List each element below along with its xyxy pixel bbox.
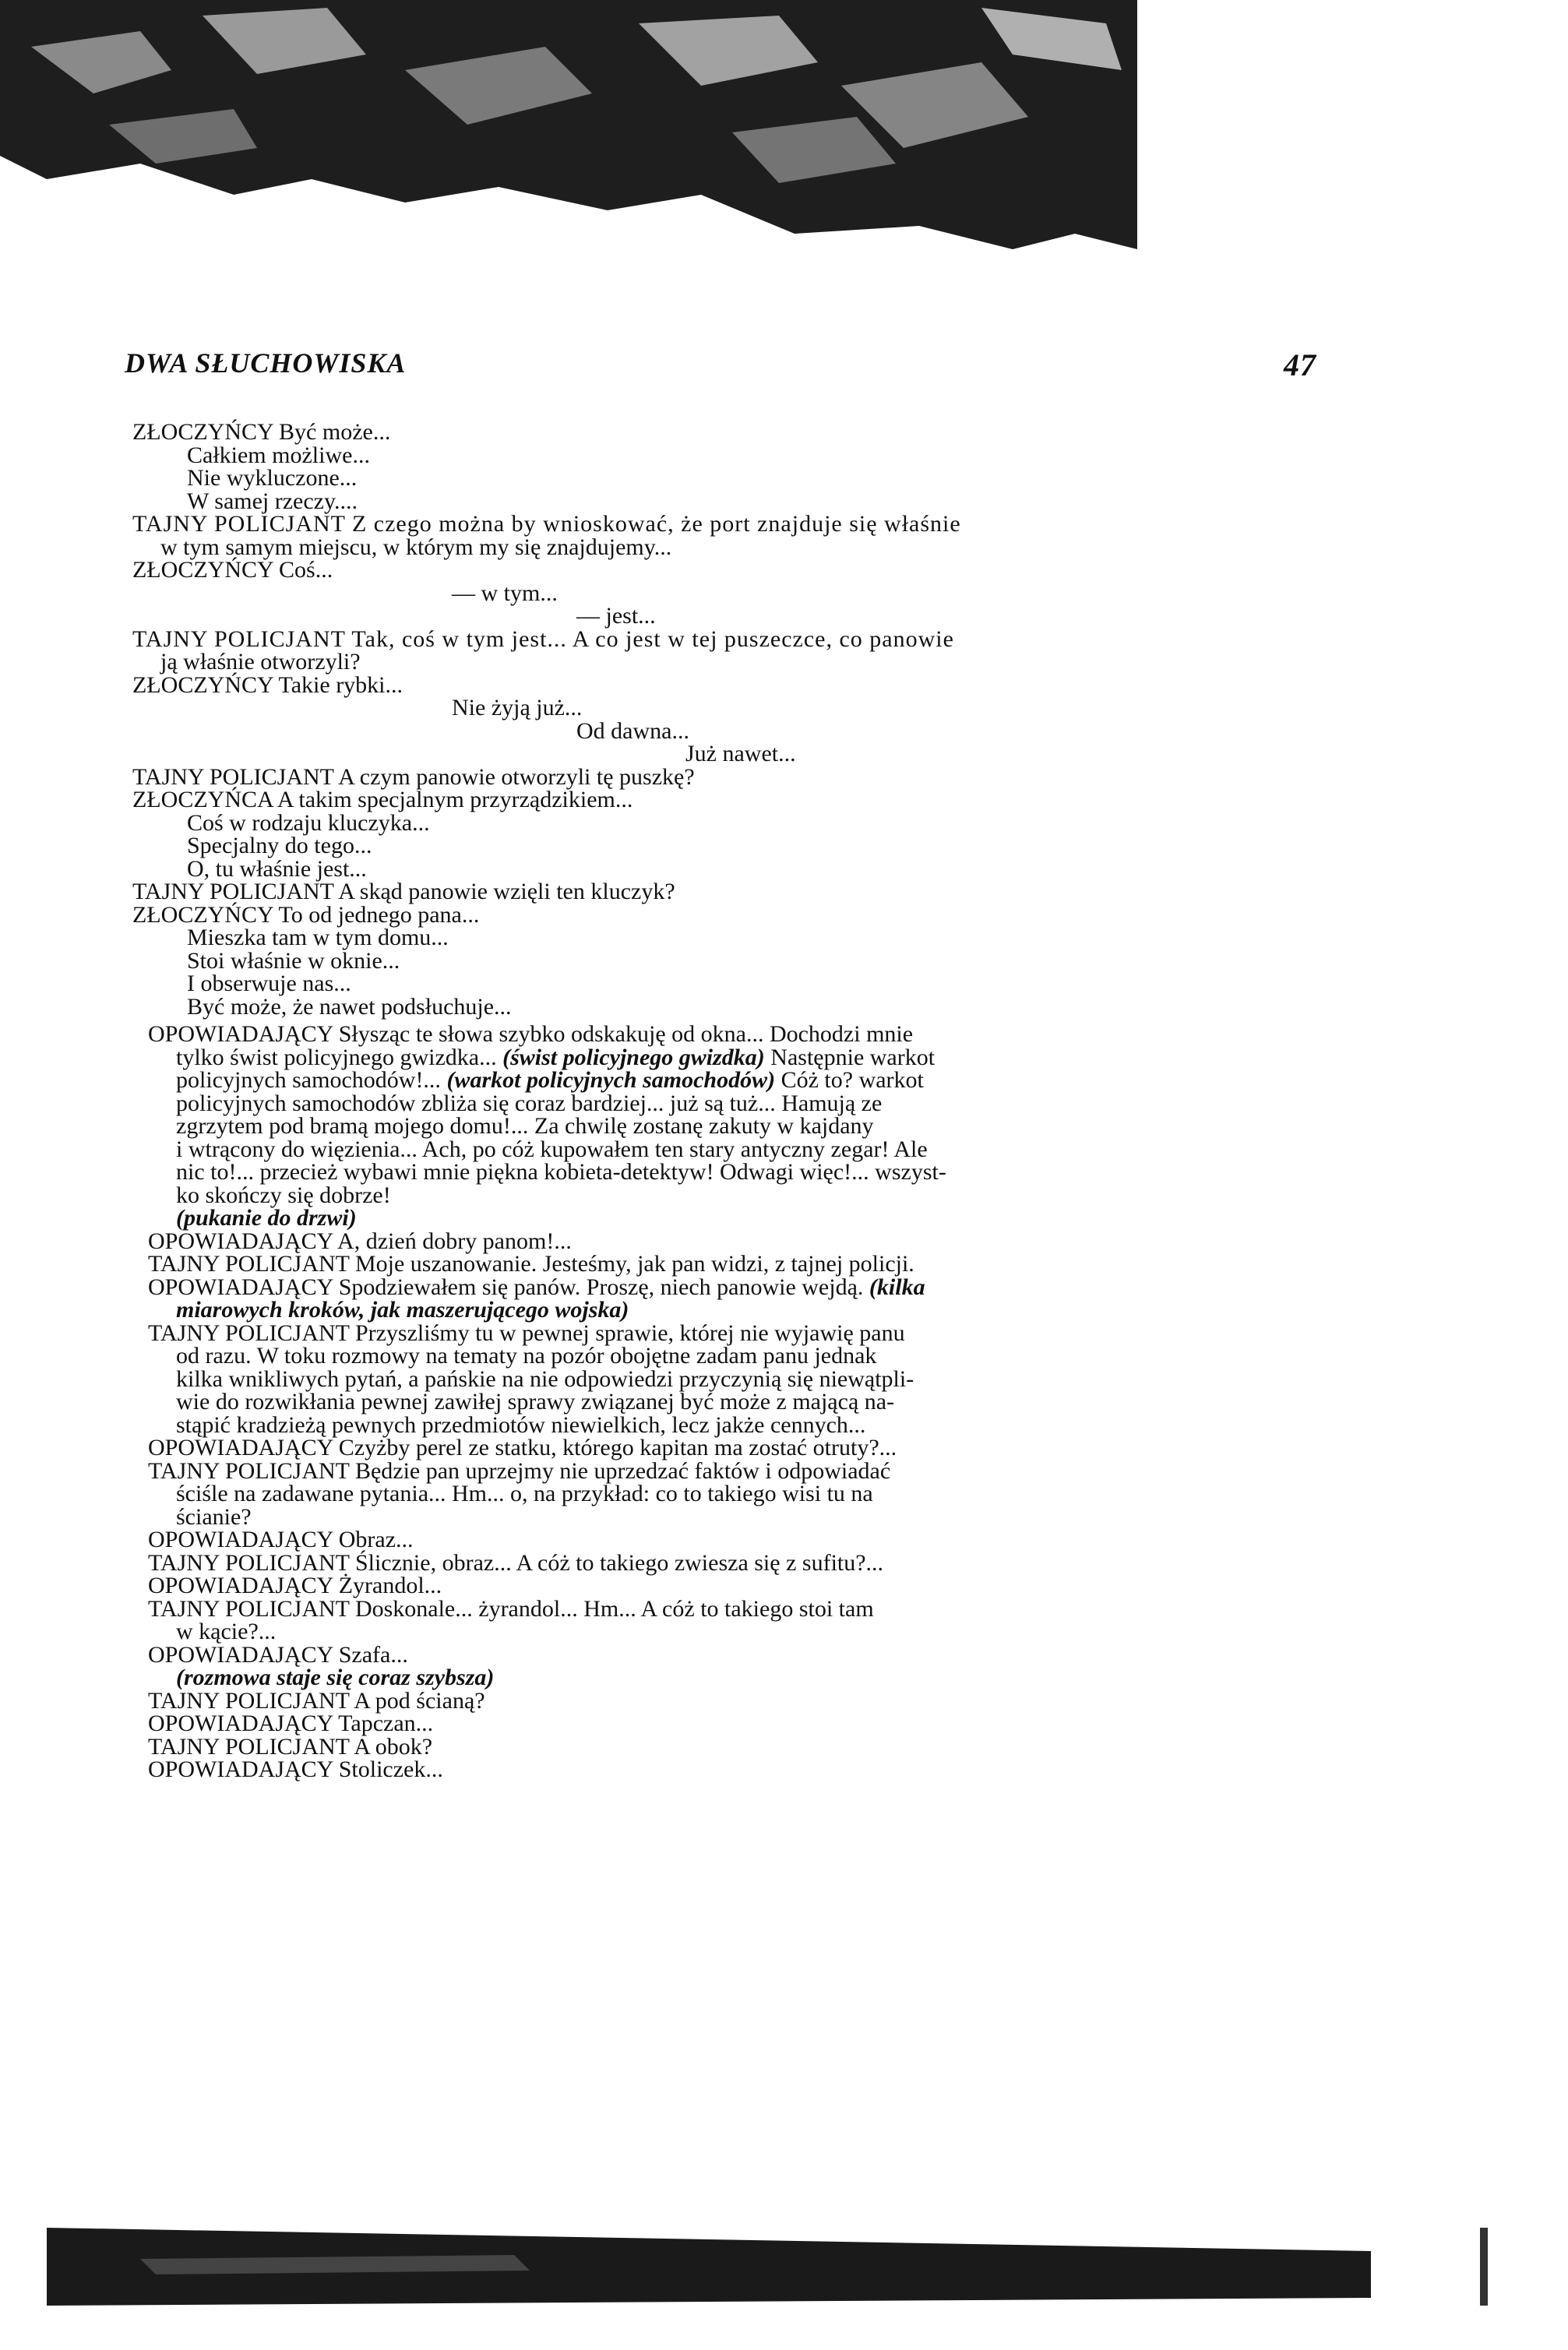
text-line: TAJNY POLICJANT A obok? [148, 1733, 433, 1760]
text-line: OPOWIADAJĄCY Obraz... [148, 1527, 414, 1552]
text-line: i wtrącony do więzienia... Ach, po cóż kupowałem ten stary antyczny zegar! Ale [176, 1136, 928, 1162]
text-span: policyjnych samochodów!... [176, 1067, 441, 1093]
text-line: OPOWIADAJĄCY Stoliczek... [148, 1756, 443, 1782]
text-line: ścianie? [176, 1503, 252, 1530]
running-head [125, 347, 1316, 386]
text-line: ZŁOCZYŃCY Być może... [132, 419, 391, 445]
text-line: Nie wykluczone... [187, 465, 358, 491]
stage-direction: (świst policyjnego gwizdka) [502, 1044, 765, 1070]
text-line: nic to!... przecież wybawi mnie piękna kobieta-detektyw! Odwagi więc!... wszyst- [176, 1159, 946, 1185]
text-line: TAJNY POLICJANT Doskonale... żyrandol... Hm... A cóż to takiego stoi tam [148, 1595, 874, 1622]
text-line: OPOWIADAJĄCY Żyrandol... [148, 1573, 442, 1598]
text-line: Specjalny do tego... [187, 833, 372, 858]
text-line: OPOWIADAJĄCY A, dzień dobry panom!... [148, 1228, 572, 1254]
text-line: wie do rozwikłania pewnej zawiłej sprawy związanej być może z mającą na- [176, 1389, 895, 1415]
stage-direction: (rozmowa staje się coraz szybsza) [176, 1665, 495, 1690]
text-line: Nie żyją już... [452, 695, 583, 721]
text-line: ją właśnie otworzyli? [160, 649, 361, 675]
text-line: ZŁOCZYŃCA A takim specjalnym przyrządzikiem... [132, 787, 633, 812]
text-line: TAJNY POLICJANT Będzie pan uprzejmy nie uprzedzać faktów i odpowiadać [148, 1457, 891, 1484]
text-line [148, 1069, 1332, 1092]
text-line: W samej rzeczy.... [187, 488, 358, 514]
text-line: ściśle na zadawane pytania... Hm... o, na przykład: co to takiego wisi tu na [176, 1481, 873, 1506]
text-line: TAJNY POLICJANT A pod ścianą? [148, 1687, 485, 1714]
text-line: TAJNY POLICJANT Ślicznie, obraz... A cóż to takiego zwiesza się z sufitu?... [148, 1549, 884, 1576]
text-line: Już nawet... [685, 741, 796, 766]
text-line: od razu. W toku rozmowy na tematy na pozór obojętne zadam panu jednak [176, 1343, 877, 1369]
text-line: TAJNY POLICJANT A czym panowie otworzyli tę puszkę? [132, 763, 695, 790]
header-photo-fragment [0, 0, 1137, 257]
stage-direction: (warkot policyjnych samochodów) [446, 1067, 776, 1093]
text-line: Całkiem możliwe... [187, 442, 370, 468]
text-line: Być może, że nawet podsłuchuje... [187, 993, 512, 1020]
text-line: ko skończy się dobrze! [176, 1182, 391, 1208]
text-line: OPOWIADAJĄCY Czyżby perel ze statku, którego kapitan ma zostać otruty?... [148, 1435, 897, 1460]
text-line: TAJNY POLICJANT Moje uszanowanie. Jesteśmy, jak pan widzi, z tajnej policji. [148, 1251, 914, 1277]
text-span: Następnie warkot [770, 1044, 936, 1070]
text-line: w tym samym miejscu, w którym my się znajdujemy... [160, 534, 672, 560]
text-line: TAJNY POLICJANT Przyszliśmy tu w pewnej sprawie, której nie wyjawię panu [148, 1319, 905, 1346]
text-line: OPOWIADAJĄCY Tapczan... [148, 1711, 434, 1736]
text-line: ZŁOCZYŃCY Takie rybki... [132, 671, 403, 698]
text-line: stąpić kradzieżą pewnych przedmiotów niewielkich, lecz jakże cennych... [176, 1411, 866, 1438]
text-span: OPOWIADAJĄCY Spodziewałem się panów. Proszę, niech panowie wejdą. [148, 1274, 864, 1300]
text-line: Coś w rodzaju kluczyka... [187, 809, 430, 836]
text-line: Stoi właśnie w oknie... [187, 947, 400, 974]
text-line: policyjnych samochodów zbliża się coraz bardziej... już są tuż... Hamują ze [176, 1090, 883, 1116]
text-line: TAJNY POLICJANT Tak, coś w tym jest... A co jest w tej puszeczce, co panowie [132, 625, 954, 652]
text-line: OPOWIADAJĄCY Słysząc te słowa szybko odskakuję od okna... Dochodzi mnie [148, 1021, 914, 1047]
text-line: Od dawna... [576, 717, 689, 744]
stage-direction: (pukanie do drzwi) [176, 1205, 357, 1231]
text-line [148, 1046, 1332, 1069]
text-line: zgrzytem pod bramą mojego domu!... Za chwilę zostanę zakuty w kajdany [176, 1113, 874, 1139]
text-line: — jest... [576, 603, 656, 629]
play-text [132, 421, 1332, 1781]
text-line: O, tu właśnie jest... [187, 855, 367, 882]
text-line: kilka wnikliwych pytań, a pańskie na nie odpowiedzi przyczynią się niewątpli- [176, 1365, 914, 1392]
running-title: DWA SŁUCHOWISKA [125, 347, 407, 379]
text-line [148, 1276, 1332, 1299]
text-line: TAJNY POLICJANT A skąd panowie wzięli ten kluczyk? [132, 879, 675, 904]
text-span: tylko świst policyjnego gwizdka... [176, 1044, 497, 1070]
text-line: TAJNY POLICJANT Z czego można by wnioskować, że port znajduje się właśnie [132, 511, 961, 537]
text-line: — w tym... [452, 580, 558, 606]
stage-direction: (kilka [869, 1274, 925, 1300]
text-line: Mieszka tam w tym domu... [187, 925, 449, 950]
stage-direction: miarowych kroków, jak maszerującego wojska) [176, 1297, 629, 1323]
text-line: ZŁOCZYŃCY Coś... [132, 557, 333, 583]
footer-scan-bar [47, 2212, 1511, 2313]
text-line: w kącie?... [176, 1619, 277, 1644]
page-number: 47 [1284, 347, 1316, 382]
text-line: I obserwuje nas... [187, 971, 351, 996]
text-span: Cóż to? warkot [780, 1067, 924, 1093]
text-line: ZŁOCZYŃCY To od jednego pana... [132, 901, 480, 928]
text-line: OPOWIADAJĄCY Szafa... [148, 1641, 408, 1668]
